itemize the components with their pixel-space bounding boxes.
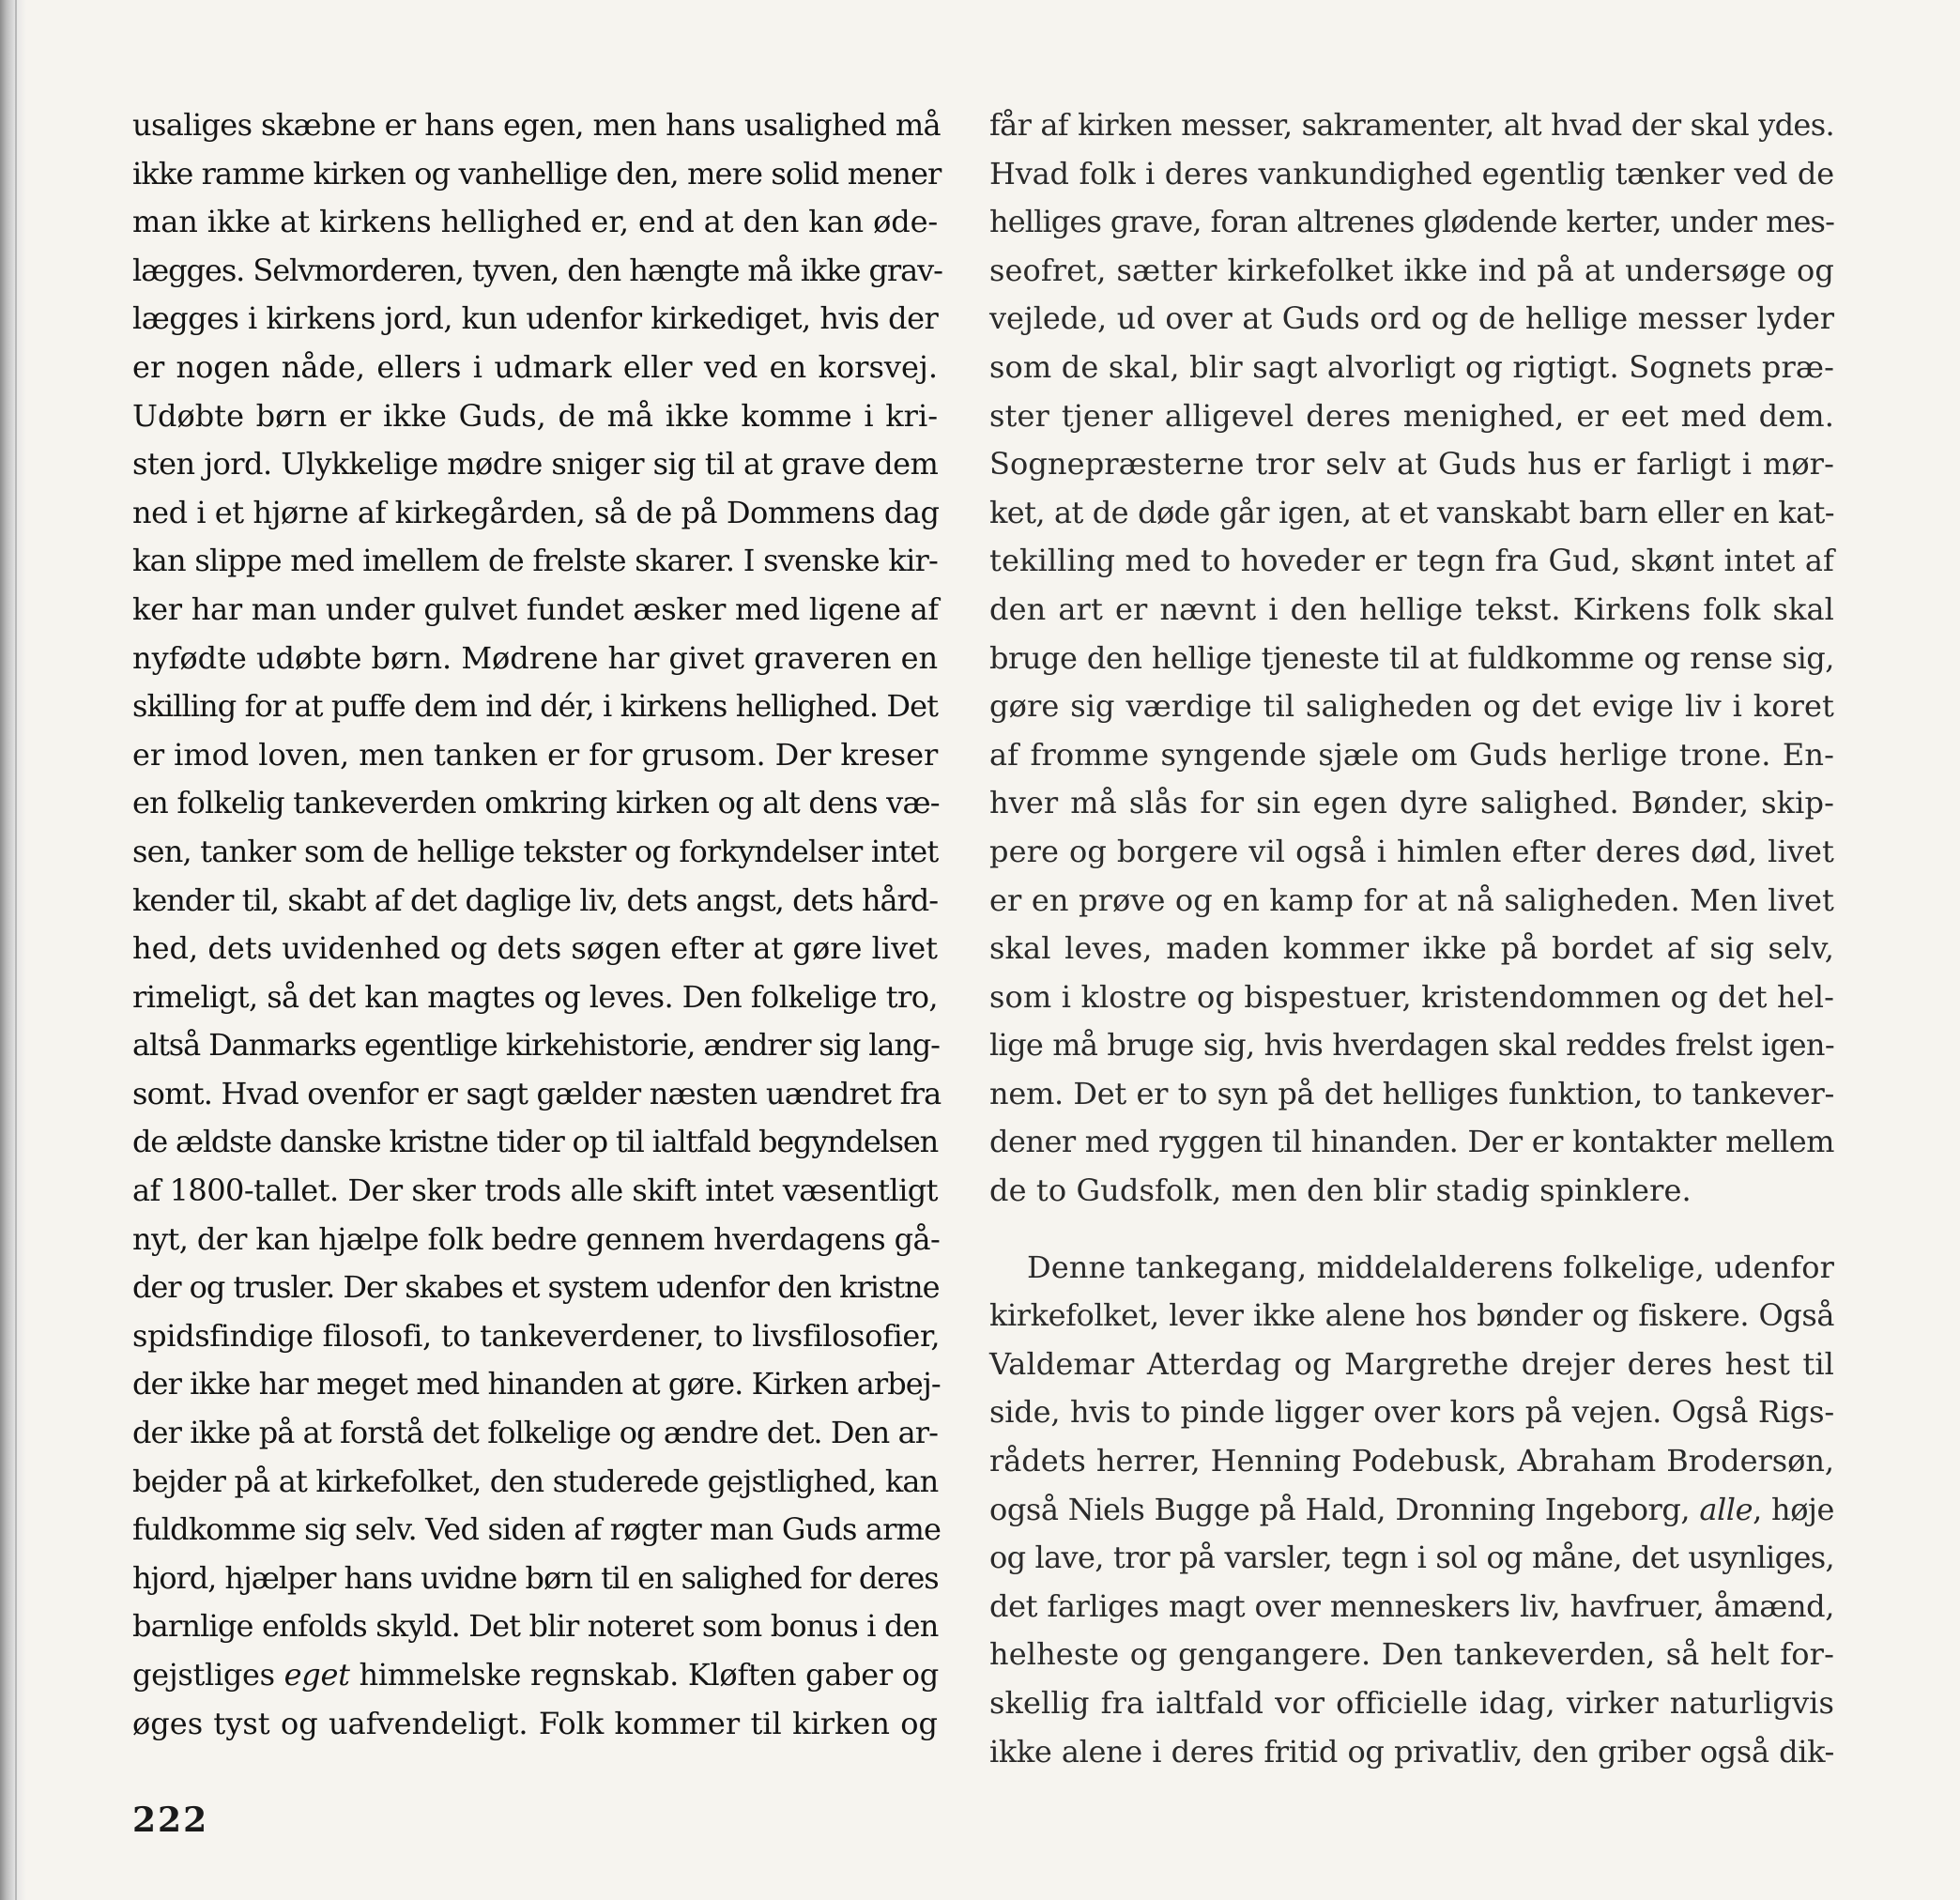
text-line: der ikke har meget med hinanden at gøre. Kirken arbej- bbox=[132, 1366, 941, 1402]
text-line: ikke ramme kirken og vanhellige den, mere solid mener bbox=[132, 155, 942, 192]
text-line last-line: de to Gudsfolk, men den blir stadig spinklere. bbox=[989, 1172, 1692, 1209]
text-line: ster tjener alligevel deres menighed, er eet med dem. bbox=[989, 397, 1834, 434]
page-binding-line bbox=[15, 0, 17, 1900]
text-line: er en prøve og en kamp for at nå saligheden. Men livet bbox=[989, 881, 1834, 918]
text-line: Udøbte børn er ikke Guds, de må ikke komme i kri- bbox=[132, 397, 938, 434]
text-line: skilling for at puffe dem ind dér, i kirkens hellighed. Det bbox=[132, 688, 938, 725]
text-line: lige må bruge sig, hvis hverdagen skal reddes frelst igen- bbox=[989, 1027, 1834, 1064]
text-line: rimeligt, så det kan magtes og leves. Den folkelige tro, bbox=[132, 978, 938, 1015]
text-line: pere og borgere vil også i himlen efter deres død, livet bbox=[989, 833, 1834, 869]
text-line: og lave, tror på varsler, tegn i sol og måne, det usynliges, bbox=[989, 1540, 1834, 1576]
text-line: sten jord. Ulykkelige mødre sniger sig til at grave dem bbox=[132, 446, 939, 483]
text-line: man ikke at kirkens hellighed er, end at den kan øde- bbox=[132, 204, 939, 240]
text-line: der og trusler. Der skabes et system udenfor den kristne bbox=[132, 1269, 940, 1306]
text-line: bejder på at kirkefolket, den studerede gejstlighed, kan bbox=[132, 1463, 939, 1499]
text-line: bruge den hellige tjeneste til at fuldkomme og rense sig, bbox=[989, 639, 1834, 676]
text-line: Sognepræsterne tror selv at Guds hus er farligt i mør- bbox=[989, 446, 1834, 483]
text-line: den art er nævnt i den hellige tekst. Kirkens folk skal bbox=[989, 590, 1834, 627]
text-line: hver må slås for sin egen dyre salighed. Bønder, skip- bbox=[989, 785, 1834, 821]
text-line: får af kirken messer, sakramenter, alt hvad der skal ydes. bbox=[989, 107, 1834, 143]
right-paragraph-1 bbox=[989, 101, 1834, 1216]
text-line: også Niels Bugge på Hald, Dronning Ingeborg, alle, høje bbox=[989, 1491, 1834, 1527]
text-line: helheste og gengangere. Den tankeverden, så helt for- bbox=[989, 1636, 1834, 1673]
text-line: det farliges magt over menneskers liv, havfruer, åmænd, bbox=[989, 1587, 1834, 1624]
text-line: Hvad folk i deres vankundighed egentlig tænker ved de bbox=[989, 155, 1834, 192]
text-line: skal leves, maden kommer ikke på bordet af sig selv, bbox=[989, 930, 1834, 967]
right-paragraph-2 bbox=[989, 1244, 1834, 1777]
text-line: som de skal, blir sagt alvorligt og rigtigt. Sognets præ- bbox=[989, 348, 1834, 385]
text-line: er imod loven, men tanken er for grusom. Der kreser bbox=[132, 736, 939, 773]
text-line: helliges grave, foran altrenes glødende kerter, under mes- bbox=[989, 204, 1834, 240]
text-line: hed, dets uvidenhed og dets søgen efter at gøre livet bbox=[132, 930, 938, 967]
text-line: nyt, der kan hjælpe folk bedre gennem hverdagens gå- bbox=[132, 1220, 941, 1257]
text-line: der ikke på at forstå det folkelige og ændre det. Den ar- bbox=[132, 1415, 938, 1451]
text-line: kan slippe med imellem de frelste skarer. I svenske kir- bbox=[132, 543, 939, 579]
text-line: gejstliges eget himmelske regnskab. Kløften gaber og bbox=[132, 1657, 939, 1693]
text-line: vejlede, ud over at Guds ord og de hellige messer lyder bbox=[989, 300, 1834, 337]
text-line: er nogen nåde, ellers i udmark eller ved en korsvej. bbox=[132, 348, 938, 385]
text-line: usaliges skæbne er hans egen, men hans usalighed må bbox=[132, 107, 942, 143]
text-line: ned i et hjørne af kirkegården, så de på Dommens dag bbox=[132, 494, 940, 530]
text-line: dener med ryggen til hinanden. Der er kontakter mellem bbox=[989, 1124, 1834, 1160]
text-line: Denne tankegang, middelalderens folkelige, udenfor bbox=[1027, 1249, 1834, 1285]
text-line: af 1800-tallet. Der sker trods alle skift intet væsentligt bbox=[132, 1172, 938, 1209]
paragraph-gap bbox=[989, 1216, 1834, 1244]
text-line: somt. Hvad ovenfor er sagt gælder næsten uændret fra bbox=[132, 1075, 942, 1111]
left-paragraph bbox=[132, 101, 942, 1748]
text-line: gøre sig værdige til saligheden og det evige liv i koret bbox=[989, 688, 1834, 725]
text-line: lægges i kirkens jord, kun udenfor kirkediget, hvis der bbox=[132, 300, 939, 337]
left-column bbox=[132, 101, 942, 1748]
text-line: en folkelig tankeverden omkring kirken og alt dens væ- bbox=[132, 785, 940, 821]
text-line: hjord, hjælper hans uvidne børn til en salighed for deres bbox=[132, 1559, 939, 1596]
text-line: øges tyst og uafvendeligt. Folk kommer til kirken og bbox=[132, 1705, 938, 1741]
text-line: kender til, skabt af det daglige liv, dets angst, dets hård- bbox=[132, 881, 938, 918]
text-line: side, hvis to pinde ligger over kors på vejen. Også Rigs- bbox=[989, 1394, 1834, 1431]
page-number: 222 bbox=[132, 1800, 209, 1840]
text-line: ket, at de døde går igen, at et vanskabt barn eller en kat- bbox=[989, 494, 1834, 530]
text-line: barnlige enfolds skyld. Det blir noteret som bonus i den bbox=[132, 1608, 939, 1645]
text-line: tekilling med to hoveder er tegn fra Gud, skønt intet af bbox=[989, 543, 1834, 579]
text-line: kirkefolket, lever ikke alene hos bønder og fiskere. Også bbox=[989, 1297, 1834, 1334]
right-column bbox=[989, 101, 1834, 1776]
text-line: de ældste danske kristne tider op til ialtfald begyndelsen bbox=[132, 1124, 938, 1160]
text-line: af fromme syngende sjæle om Guds herlige trone. En- bbox=[989, 736, 1834, 773]
emphasis: eget bbox=[283, 1657, 350, 1693]
text-line: Valdemar Atterdag og Margrethe drejer deres hest til bbox=[989, 1345, 1834, 1382]
text-line: seofret, sætter kirkefolket ikke ind på at undersøge og bbox=[989, 252, 1834, 288]
text-line: sen, tanker som de hellige tekster og forkyndelser intet bbox=[132, 833, 939, 869]
text-line: fuldkomme sig selv. Ved siden af røgter man Guds arme bbox=[132, 1511, 942, 1548]
text-line: ikke alene i deres fritid og privatliv, den griber også dik- bbox=[989, 1733, 1834, 1770]
text-line: spidsfindige filosofi, to tankeverdener, to livsfilosofier, bbox=[132, 1317, 941, 1354]
text-line: altså Danmarks egentlige kirkehistorie, ændrer sig lang- bbox=[132, 1027, 940, 1064]
text-line: som i klostre og bispestuer, kristendommen og det hel- bbox=[989, 978, 1834, 1015]
text-line: nem. Det er to syn på det helliges funktion, to tankever- bbox=[989, 1075, 1834, 1111]
text-line: skellig fra ialtfald vor officielle idag, virker naturligvis bbox=[989, 1685, 1834, 1721]
text-line: rådets herrer, Henning Podebusk, Abraham Brodersøn, bbox=[989, 1443, 1834, 1479]
text-line: nyfødte udøbte børn. Mødrene har givet graveren en bbox=[132, 639, 939, 676]
page-binding-edge bbox=[0, 0, 26, 1900]
emphasis: alle bbox=[1699, 1491, 1753, 1527]
text-line: ker har man under gulvet fundet æsker med ligene af bbox=[132, 590, 939, 627]
text-line: lægges. Selvmorderen, tyven, den hængte må ikke grav- bbox=[132, 252, 942, 288]
